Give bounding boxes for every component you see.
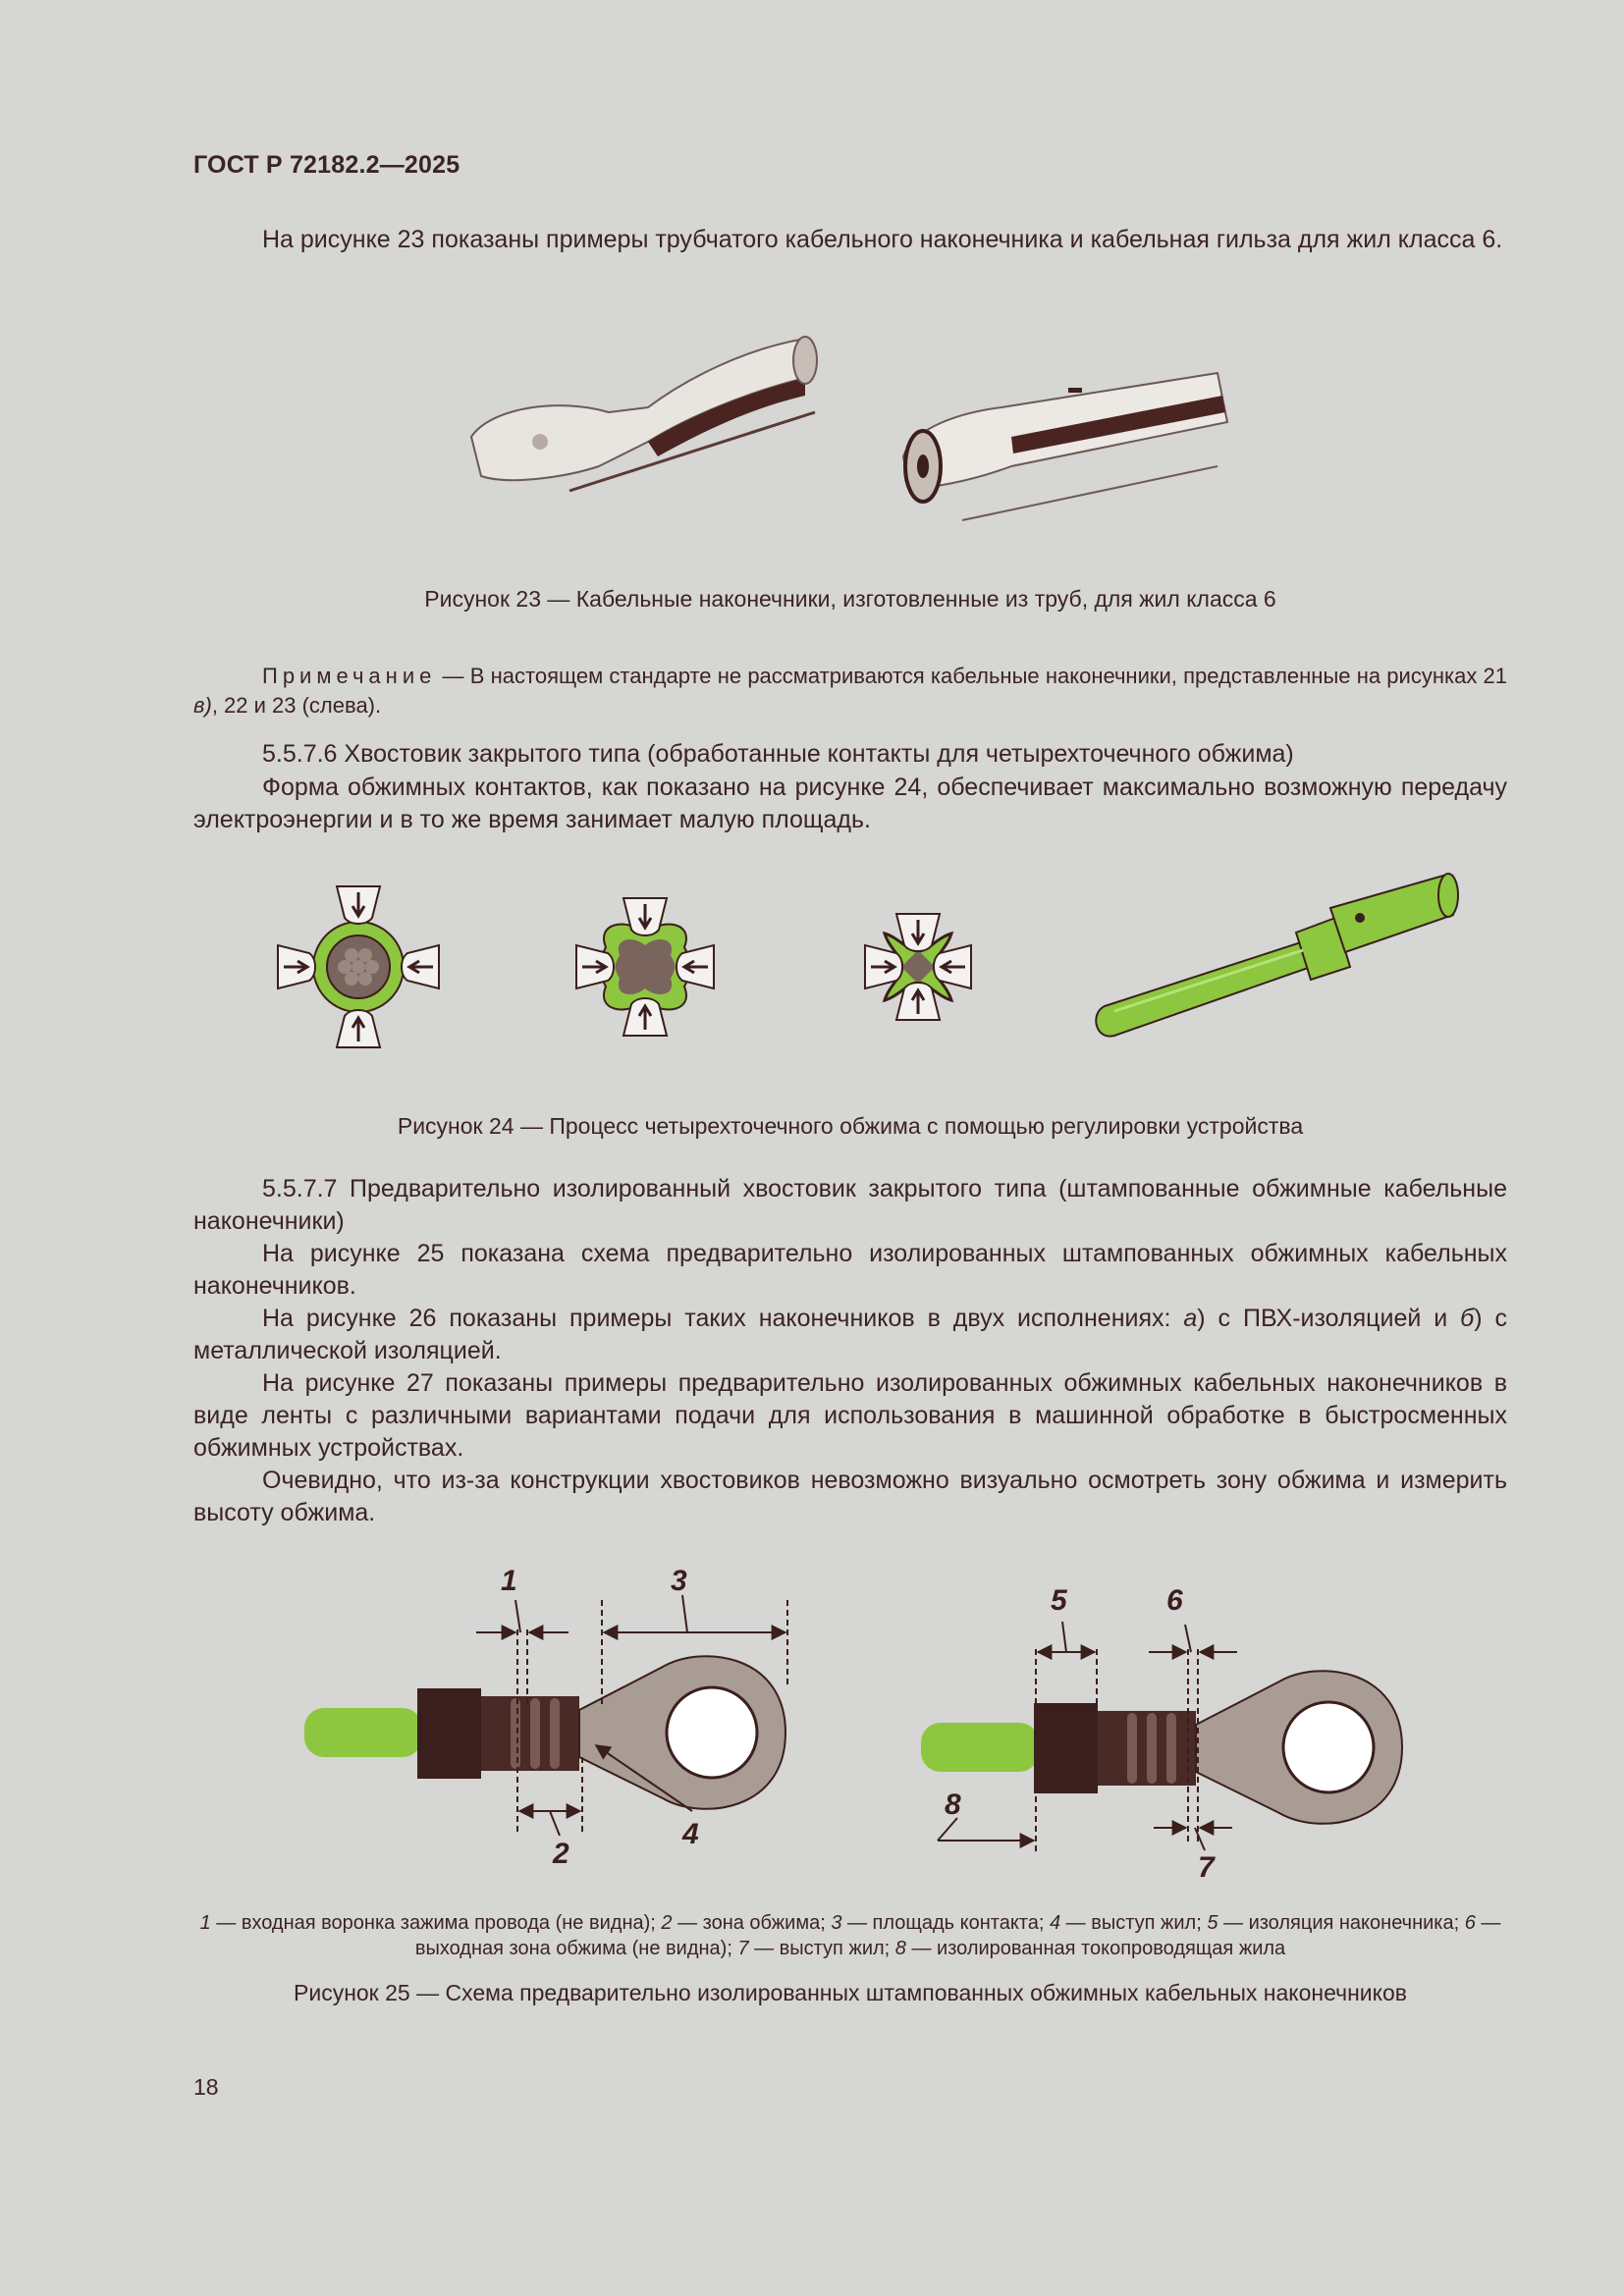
legend-num-7: 7 <box>737 1938 749 1959</box>
paragraph-fig23-intro: На рисунке 23 показаны примеры трубчатого кабельного наконечника и кабельная гильза для жил класса 6. <box>262 226 1503 253</box>
figure-23-caption: Рисунок 23 — Кабельные наконечники, изготовленные из труб, для жил класса 6 <box>424 586 1276 612</box>
ring-terminal-right <box>921 1622 1402 1855</box>
figure-25 <box>290 1551 1419 1885</box>
legend-num-1: 1 <box>199 1912 211 1934</box>
callout-4: 4 <box>682 1818 699 1850</box>
callout-2: 2 <box>553 1838 569 1870</box>
section-5576-text: Форма обжимных контактов, как показано на рисунке 24, обеспечивает максимально возможную передачу электроэнергии и в то же время занимает малую площадь. <box>193 774 1507 833</box>
crimp-stage-3 <box>865 914 971 1020</box>
legend-text-1: — входная воронка зажима провода (не видна); <box>210 1912 662 1934</box>
crimp-stage-1 <box>278 886 439 1047</box>
section-5577-p3: На рисунке 27 показаны примеры предварительно изолированных обжимных кабельных наконечников в виде ленты с различными вариантами подачи для использования в машинной обработке в быстросменных обжимных устройствах. <box>193 1369 1507 1462</box>
section-5577-p1: На рисунке 25 показана схема предварительно изолированных штампованных обжимных кабельных наконечников. <box>193 1240 1507 1300</box>
section-5576-heading: 5.5.7.6 Хвостовик закрытого типа (обработанные контакты для четырехточечного обжима) <box>262 740 1294 768</box>
legend-num-5: 5 <box>1207 1912 1218 1934</box>
cable-sleeve <box>903 373 1227 520</box>
section-5577-p2 <box>193 1303 1507 1367</box>
note-text-1: — В настоящем стандарте не рассматриваются кабельные наконечники, представленные на рисунках 21 <box>436 664 1507 688</box>
figure-24 <box>250 864 1468 1080</box>
legend-text-7: — выступ жил; <box>748 1938 895 1959</box>
crimp-contact-pin <box>1096 874 1458 1037</box>
note-text-2: , 22 и 23 (слева). <box>211 693 382 718</box>
p2-letter-a: а <box>1183 1305 1198 1332</box>
figure-24-caption: Рисунок 24 — Процесс четырехточечного обжима с помощью регулировки устройства <box>397 1113 1304 1139</box>
callout-6: 6 <box>1166 1584 1183 1617</box>
document-header: ГОСТ Р 72182.2—2025 <box>193 151 460 179</box>
legend-num-4: 4 <box>1049 1912 1061 1934</box>
callout-5: 5 <box>1051 1584 1067 1617</box>
legend-num-6: 6 <box>1464 1912 1476 1934</box>
legend-num-3: 3 <box>831 1912 842 1934</box>
crimp-stage-2 <box>576 898 714 1036</box>
legend-text-4: — выступ жил; <box>1060 1912 1208 1934</box>
figure-25-legend <box>193 1910 1507 1961</box>
section-5577-p4: Очевидно, что из-за конструкции хвостовиков невозможно визуально осмотреть зону обжима и измерить высоту обжима. <box>193 1467 1507 1526</box>
legend-text-5: — изоляция наконечника; <box>1218 1912 1465 1934</box>
callout-7: 7 <box>1198 1851 1215 1884</box>
legend-num-2: 2 <box>661 1912 673 1934</box>
p2-text-b: ) с ПВХ-изоляцией и <box>1197 1305 1461 1332</box>
legend-text-2: — зона обжима; <box>672 1912 832 1934</box>
legend-num-8: 8 <box>894 1938 906 1959</box>
figure-23 <box>452 319 1237 545</box>
callout-3: 3 <box>671 1565 687 1597</box>
note-ref: в) <box>193 693 212 718</box>
callout-1: 1 <box>501 1565 517 1597</box>
tube-cable-lug <box>471 337 817 491</box>
note-label: Примечание <box>262 664 437 688</box>
legend-text-8: — изолированная токопроводящая жила <box>905 1938 1286 1959</box>
p2-letter-b: б <box>1460 1305 1475 1332</box>
callout-8: 8 <box>945 1789 961 1821</box>
legend-text-3: — площадь контакта; <box>841 1912 1050 1934</box>
page-number: 18 <box>193 2074 219 2100</box>
legend-text-6: — выходная зона обжима (не видна); <box>414 1912 1501 1959</box>
ring-terminal-left <box>304 1595 787 1836</box>
p2-text-a: На рисунке 26 показаны примеры таких наконечников в двух исполнениях: <box>262 1305 1184 1332</box>
figure-25-caption: Рисунок 25 — Схема предварительно изолированных штампованных обжимных кабельных наконечников <box>294 1980 1407 2005</box>
section-5577-heading: 5.5.7.7 Предварительно изолированный хвостовик закрытого типа (штампованные обжимные кабельные наконечники) <box>193 1175 1507 1235</box>
p2-text-c: ) с металлической изоляцией. <box>193 1305 1507 1364</box>
note <box>193 662 1507 721</box>
